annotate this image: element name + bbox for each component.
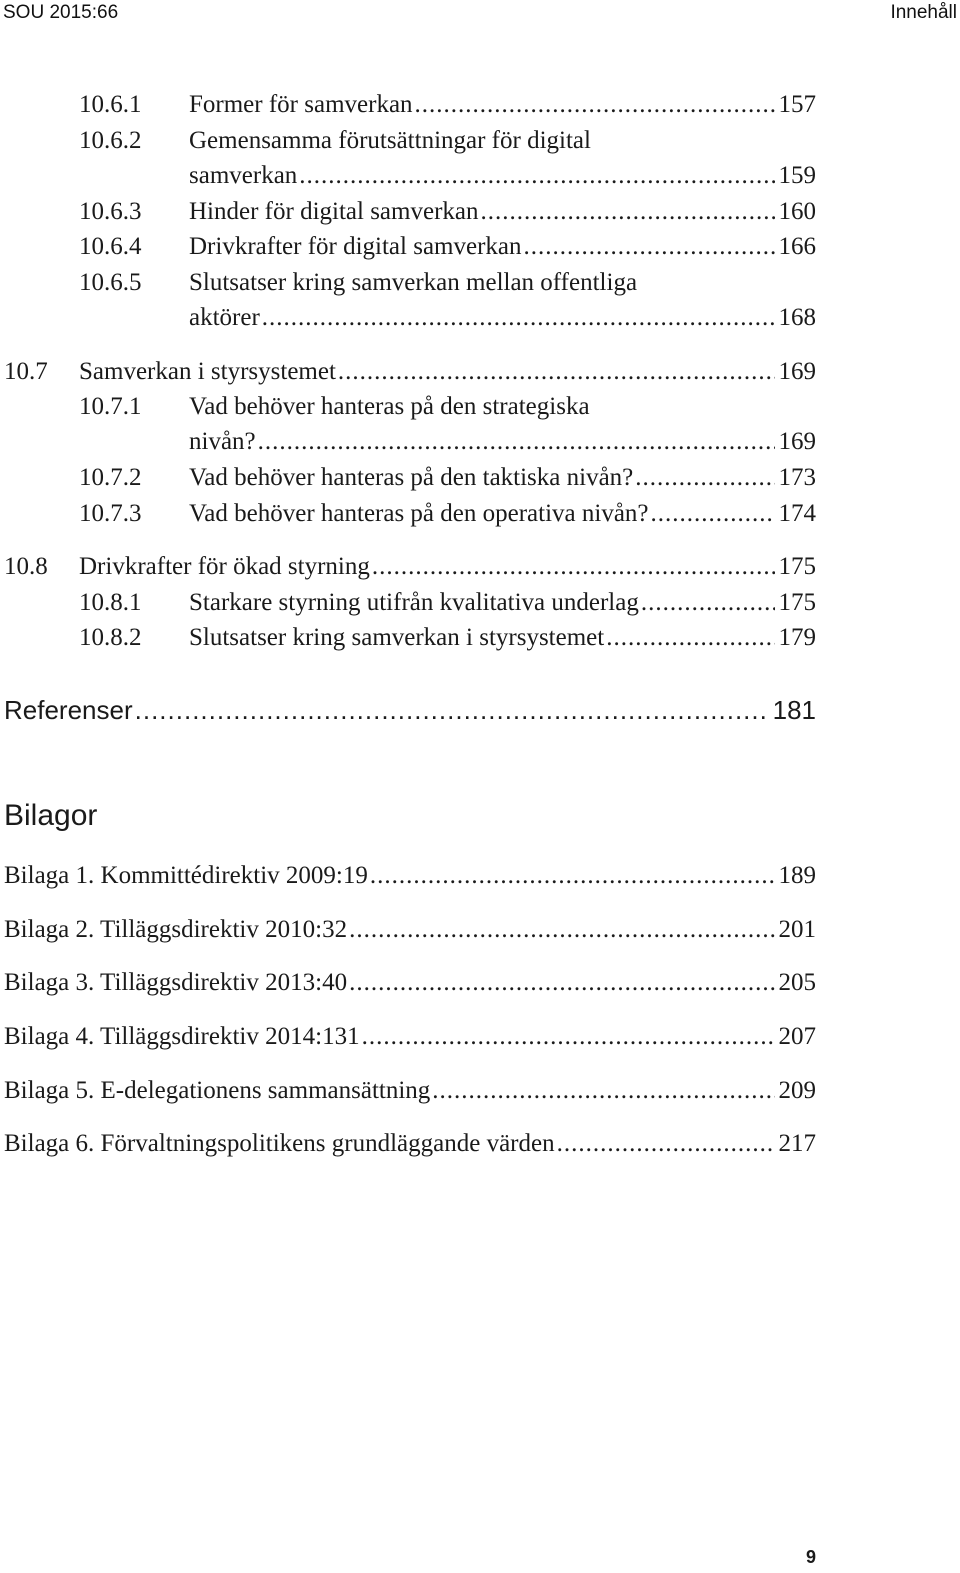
toc-leader-dots — [606, 621, 774, 655]
toc-entry-page: 175 — [778, 589, 816, 616]
toc-entry-number: 10.8.1 — [79, 589, 142, 616]
toc-entry-title: Drivkrafter för ökad styrning — [79, 553, 370, 580]
toc-entry-title-continuation: aktörer — [189, 304, 260, 331]
toc-entry-title: Vad behöver hanteras på den operativa nivån? — [189, 500, 649, 527]
toc-entry-title: Bilaga 5. E-delegationens sammansättning — [4, 1077, 431, 1104]
toc-entry-page: 207 — [778, 1023, 816, 1050]
bilagor-heading: Bilagor — [4, 799, 98, 832]
toc-entry-10-6-4[interactable] — [79, 230, 816, 264]
toc-entry-bilaga-1[interactable] — [4, 859, 816, 893]
toc-entry-10-7-1-continuation[interactable] — [189, 425, 816, 459]
toc-entry-title: Bilaga 3. Tilläggsdirektiv 2013:40 — [4, 969, 348, 996]
toc-leader-dots — [299, 159, 774, 193]
toc-entry-10-6-5[interactable] — [79, 266, 816, 300]
toc-entry-page: 174 — [778, 500, 816, 527]
toc-entry-page: 160 — [778, 198, 816, 225]
toc-entry-10-7[interactable] — [4, 355, 816, 389]
toc-entry-number: 10.6.5 — [79, 269, 142, 296]
toc-entry-title: Referenser — [4, 695, 133, 725]
toc-entry-number: 10.7 — [4, 358, 48, 385]
toc-entry-referenser[interactable] — [4, 693, 816, 727]
toc-entry-title: Drivkrafter för digital samverkan — [189, 233, 522, 260]
toc-entry-page: 169 — [778, 358, 816, 385]
toc-entry-bilaga-3[interactable] — [4, 966, 816, 1000]
toc-entry-10-6-2-continuation[interactable] — [189, 159, 816, 193]
toc-entry-title: Hinder för digital samverkan — [189, 198, 479, 225]
toc-entry-title: Bilaga 6. Förvaltningspolitikens grundläggande värden — [4, 1130, 555, 1157]
toc-leader-dots — [349, 966, 774, 1000]
toc-entry-number: 10.7.3 — [79, 500, 142, 527]
toc-entry-10-6-3[interactable] — [79, 195, 816, 229]
toc-leader-dots — [372, 550, 775, 584]
toc-leader-dots — [524, 230, 775, 264]
toc-entry-10-8[interactable] — [4, 550, 816, 584]
toc-entry-page: 166 — [778, 233, 816, 260]
toc-entry-page: 217 — [778, 1130, 816, 1157]
toc-leader-dots — [338, 355, 775, 389]
toc-entry-bilaga-6[interactable] — [4, 1127, 816, 1161]
toc-entry-title: Samverkan i styrsystemet — [79, 358, 336, 385]
toc-leader-dots — [641, 586, 775, 620]
toc-leader-dots — [481, 195, 775, 229]
toc-leader-dots — [262, 301, 775, 335]
toc-leader-dots — [370, 859, 775, 893]
toc-entry-bilaga-4[interactable] — [4, 1020, 816, 1054]
toc-entry-title: Slutsatser kring samverkan i styrsystemet — [189, 624, 605, 651]
toc-entry-page: 201 — [778, 916, 816, 943]
toc-entry-bilaga-2[interactable] — [4, 913, 816, 947]
page-number: 9 — [805, 1547, 816, 1567]
toc-entry-number: 10.7.1 — [79, 393, 142, 420]
toc-entry-page: 205 — [778, 969, 816, 996]
toc-entry-title: Bilaga 4. Tilläggsdirektiv 2014:131 — [4, 1023, 360, 1050]
toc-entry-10-6-5-continuation[interactable] — [189, 301, 816, 335]
toc-entry-title-continuation: nivån? — [189, 428, 256, 455]
toc-entry-number: 10.6.4 — [79, 233, 142, 260]
toc-entry-page: 169 — [778, 428, 816, 455]
toc-entry-title: Vad behöver hanteras på den taktiska nivån? — [189, 464, 634, 491]
toc-entry-page: 168 — [778, 304, 816, 331]
toc-entry-title: Former för samverkan — [189, 91, 413, 118]
toc-leader-dots — [349, 913, 774, 947]
toc-entry-title: Gemensamma förutsättningar för digital — [189, 127, 591, 154]
toc-entry-10-6-1[interactable] — [79, 88, 816, 122]
toc-leader-dots — [557, 1127, 775, 1161]
toc-leader-dots — [432, 1074, 774, 1108]
toc-entry-page: 179 — [778, 624, 816, 651]
toc-entry-number: 10.6.3 — [79, 198, 142, 225]
toc-entry-10-8-2[interactable] — [79, 621, 816, 655]
toc-entry-number: 10.6.2 — [79, 127, 142, 154]
toc-entry-page: 175 — [778, 553, 816, 580]
toc-leader-dots — [415, 88, 775, 122]
toc-entry-number: 10.8.2 — [79, 624, 142, 651]
toc-entry-bilaga-5[interactable] — [4, 1074, 816, 1108]
toc-leader-dots — [651, 497, 775, 531]
toc-leader-dots — [362, 1020, 775, 1054]
toc-entry-number: 10.7.2 — [79, 464, 142, 491]
toc-entry-10-8-1[interactable] — [79, 586, 816, 620]
toc-leader-dots — [135, 693, 767, 727]
toc-entry-page: 157 — [778, 91, 816, 118]
toc-entry-number: 10.6.1 — [79, 91, 142, 118]
toc-entry-page: 189 — [778, 862, 816, 889]
toc-leader-dots — [635, 461, 774, 495]
running-header-report-id: SOU 2015:66 — [3, 2, 119, 23]
running-header-section: Innehåll — [890, 2, 957, 23]
toc-entry-title: Bilaga 2. Tilläggsdirektiv 2010:32 — [4, 916, 348, 943]
toc-entry-10-7-3[interactable] — [79, 497, 816, 531]
toc-entry-10-7-2[interactable] — [79, 461, 816, 495]
toc-entry-page: 173 — [778, 464, 816, 491]
toc-entry-title: Vad behöver hanteras på den strategiska — [189, 393, 590, 420]
toc-entry-page: 209 — [778, 1077, 816, 1104]
toc-entry-10-6-2[interactable] — [79, 124, 816, 158]
toc-entry-title-continuation: samverkan — [189, 162, 298, 189]
toc-entry-10-7-1[interactable] — [79, 390, 816, 424]
toc-leader-dots — [258, 425, 775, 459]
toc-entry-page: 159 — [778, 162, 816, 189]
toc-entry-title: Slutsatser kring samverkan mellan offentliga — [189, 269, 638, 296]
toc-entry-page: 181 — [772, 695, 816, 725]
toc-entry-title: Bilaga 1. Kommittédirektiv 2009:19 — [4, 862, 368, 889]
toc-entry-number: 10.8 — [4, 553, 48, 580]
toc-entry-title: Starkare styrning utifrån kvalitativa underlag — [189, 589, 639, 616]
